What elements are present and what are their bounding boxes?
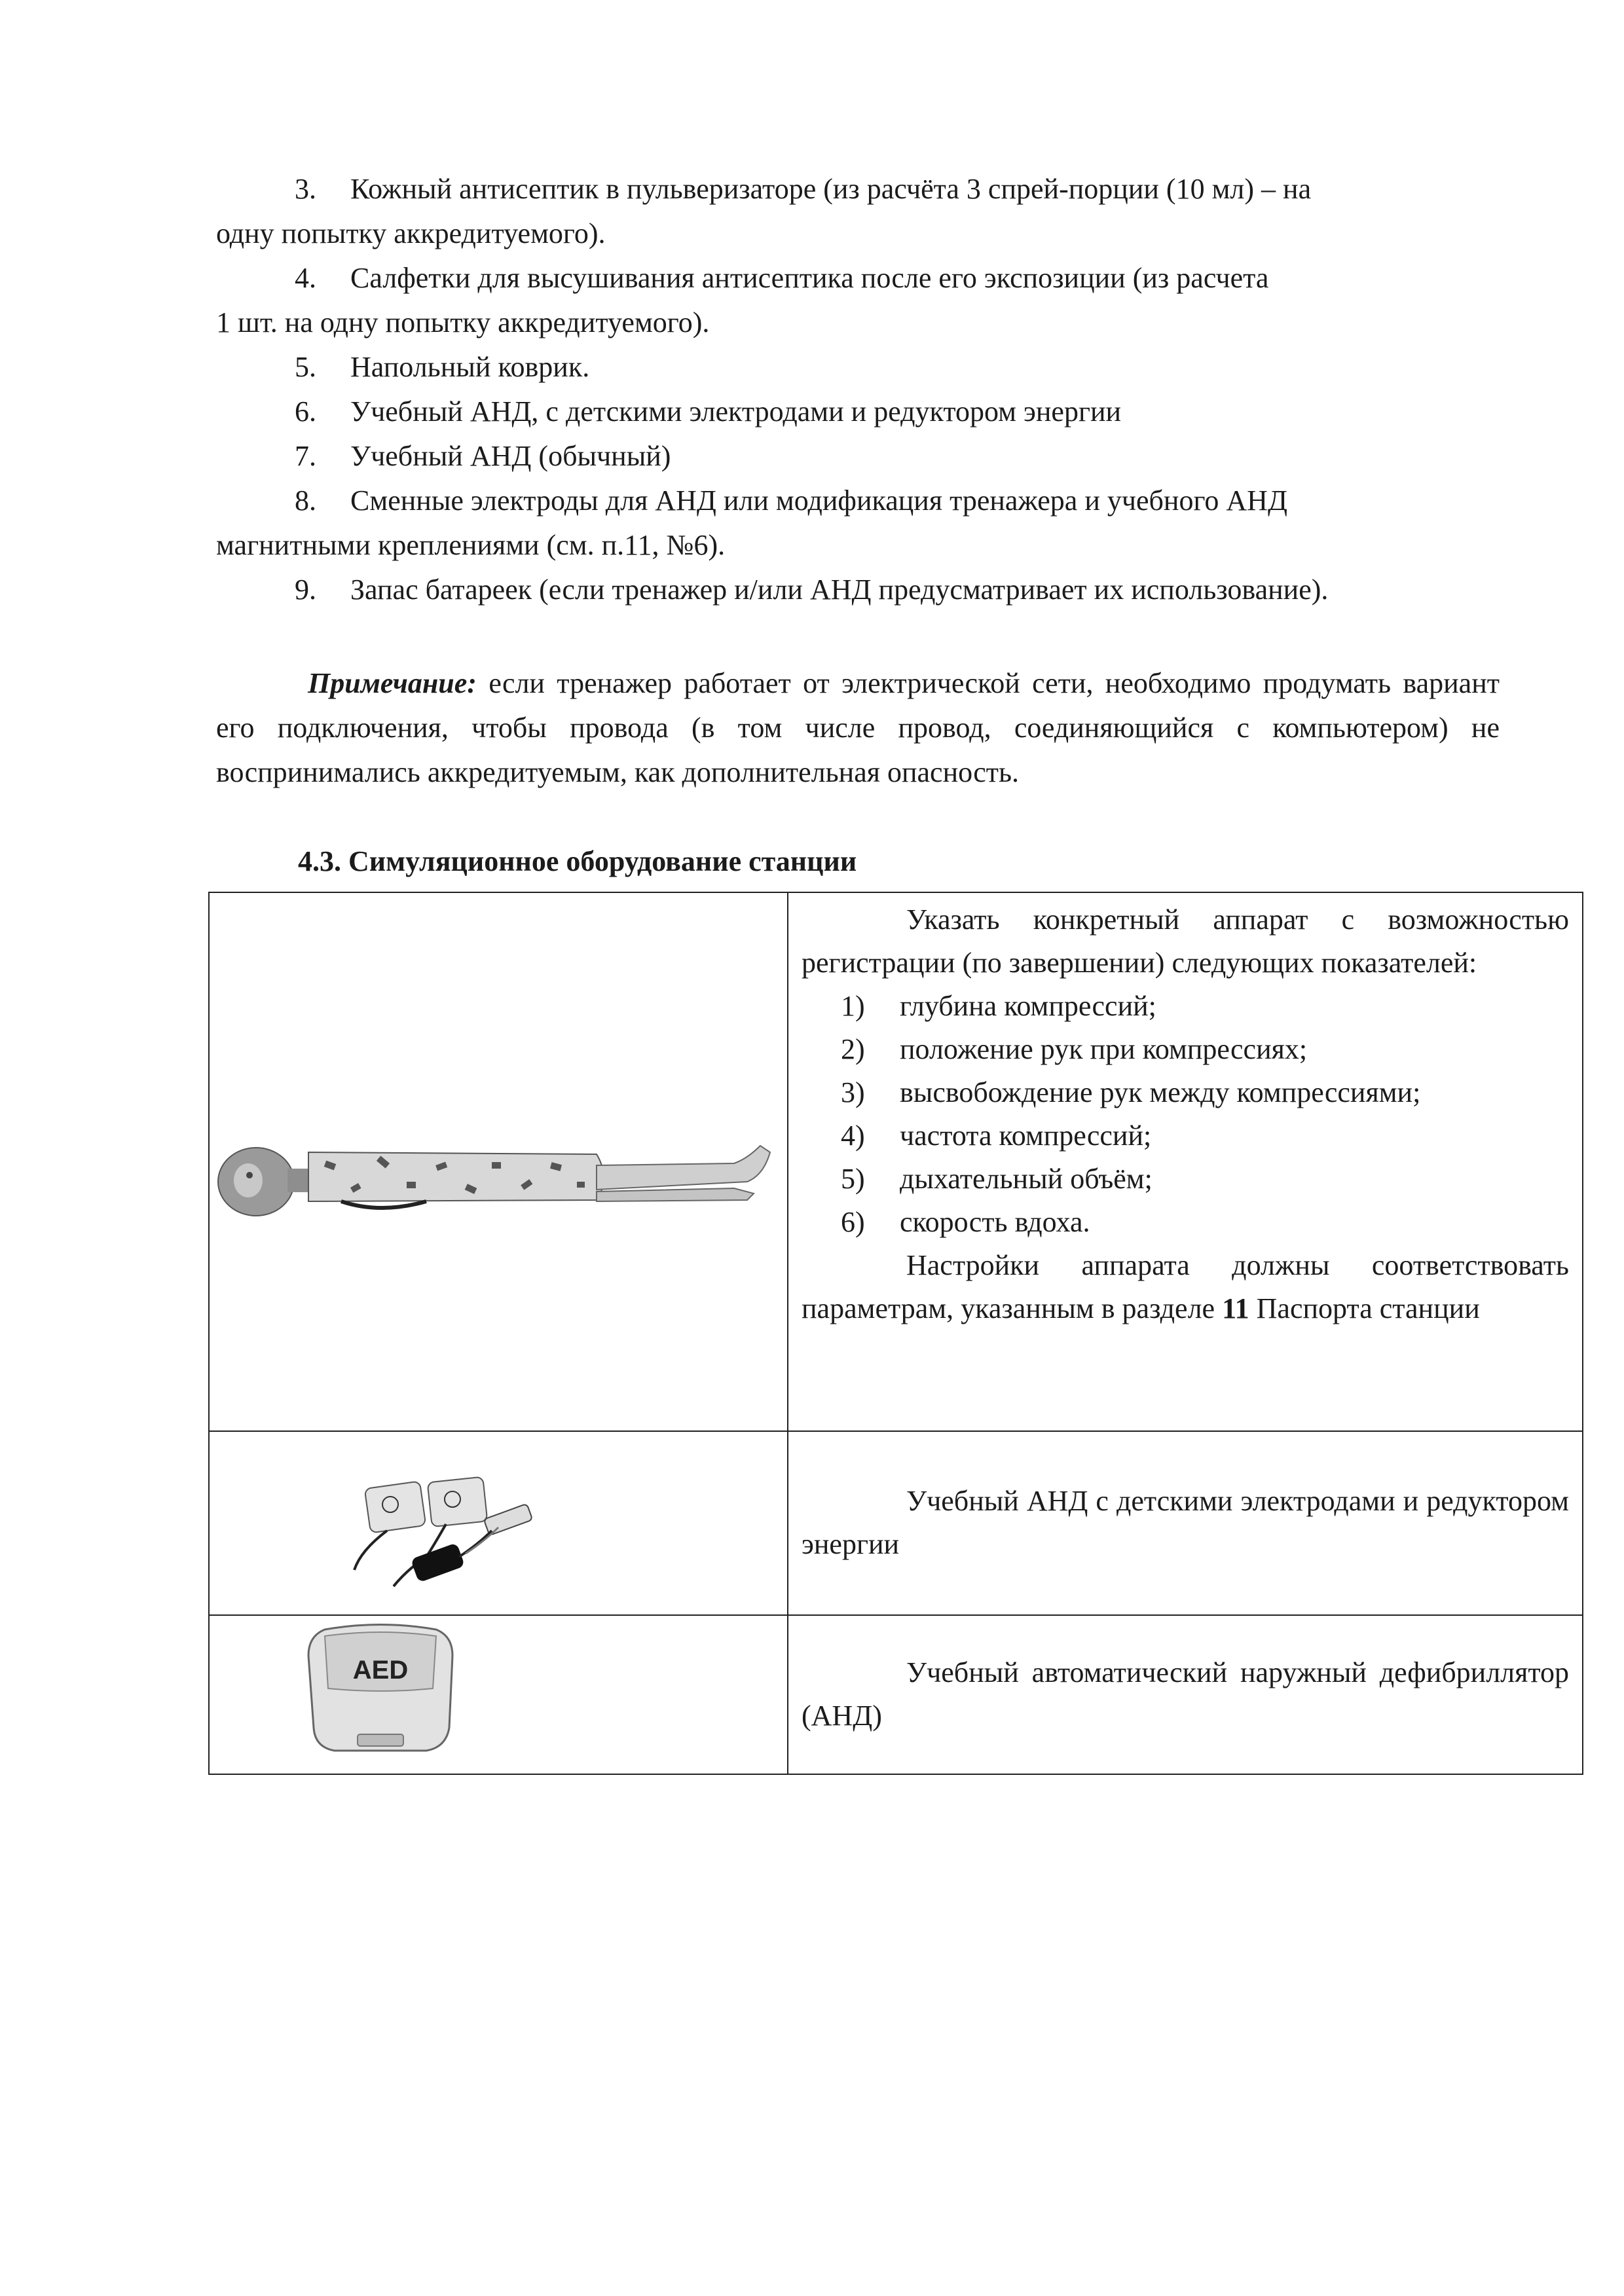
table-row xyxy=(209,892,1583,1431)
indicator-item xyxy=(802,1028,1569,1071)
list-item-4 xyxy=(216,256,1480,345)
indicator-text: положение рук при компрессиях; xyxy=(900,1033,1308,1065)
list-text: Кожный антисептик в пульверизаторе (из расчёта 3 спрей-порции (10 мл) – на xyxy=(350,173,1312,205)
aed-description: Учебный автоматический наружный дефибриллятор (АНД) xyxy=(802,1656,1569,1732)
list-item-6 xyxy=(216,390,1480,434)
settings-section-number: 11 xyxy=(1222,1292,1249,1324)
note-paragraph xyxy=(216,661,1500,795)
aed-label: AED xyxy=(352,1656,409,1685)
indicator-text: скорость вдоха. xyxy=(900,1206,1090,1238)
list-number: 9. xyxy=(295,574,316,606)
aed-device-image xyxy=(210,1616,786,1760)
settings-text-after: Паспорта станции xyxy=(1256,1292,1480,1324)
indicator-item xyxy=(802,985,1569,1028)
list-number: 5. xyxy=(295,351,316,383)
manikin-description-cell xyxy=(788,892,1583,1431)
indicator-text: высвобождение рук между компрессиями; xyxy=(900,1076,1421,1108)
list-text: Учебный АНД (обычный) xyxy=(350,440,671,472)
indicator-text: дыхательный объём; xyxy=(900,1163,1153,1195)
electrodes-description-cell xyxy=(788,1431,1583,1615)
list-text: Сменные электроды для АНД или модификация тренажера и учебного АНД xyxy=(350,484,1287,517)
list-item-7 xyxy=(216,434,1480,479)
table-row xyxy=(209,1431,1583,1615)
requirement-intro: Указать конкретный аппарат с возможностью регистрации (по завершении) следующих показателей: xyxy=(802,903,1569,979)
indicator-number: 3) xyxy=(841,1076,865,1108)
indicator-number: 5) xyxy=(841,1163,865,1195)
list-number: 4. xyxy=(295,262,316,294)
indicator-item xyxy=(802,1201,1569,1244)
list-text: Салфетки для высушивания антисептика после его экспозиции (из расчета xyxy=(350,262,1269,294)
list-number: 3. xyxy=(295,173,316,205)
list-item-5 xyxy=(216,345,1480,390)
list-text-continuation: одну попытку аккредитуемого). xyxy=(216,217,606,249)
list-number: 8. xyxy=(295,484,316,517)
list-number: 7. xyxy=(295,440,316,472)
list-item-8 xyxy=(216,479,1480,568)
indicator-number: 1) xyxy=(841,990,865,1022)
table-row xyxy=(209,1615,1583,1774)
manikin-image-cell xyxy=(209,892,788,1431)
note-label: Примечание: xyxy=(308,667,477,699)
note-text: если тренажер работает от электрической сети, необходимо продумать вариант его подключения, чтобы провода (в том числе провод, соединяющийся с компьютером) не воспринимались аккредитуемым, как дополнительная опасность. xyxy=(216,667,1500,788)
settings-text-before: Настройки аппарата должны соответствовать параметрам, указанным в разделе xyxy=(802,1249,1569,1324)
indicator-number: 4) xyxy=(841,1120,865,1152)
list-item-3 xyxy=(216,167,1480,256)
indicator-text: частота компрессий; xyxy=(900,1120,1152,1152)
list-text-continuation: магнитными креплениями (см. п.11, №6). xyxy=(216,529,726,561)
indicator-text: глубина компрессий; xyxy=(900,990,1156,1022)
list-item-9 xyxy=(216,568,1480,612)
indicator-number: 6) xyxy=(841,1206,865,1238)
list-number: 6. xyxy=(295,395,316,428)
child-manikin-image xyxy=(210,894,786,1417)
indicator-number: 2) xyxy=(841,1033,865,1065)
child-electrodes-image xyxy=(210,1432,786,1601)
aed-description-cell xyxy=(788,1615,1583,1774)
equipment-table xyxy=(208,892,1583,1775)
list-text: Запас батареек (если тренажер и/или АНД предусматривает их использование). xyxy=(350,574,1329,606)
indicator-item xyxy=(802,1071,1569,1114)
indicator-item xyxy=(802,1114,1569,1157)
settings-note xyxy=(802,1244,1569,1330)
electrodes-image-cell xyxy=(209,1431,788,1615)
list-text: Напольный коврик. xyxy=(350,351,590,383)
equipment-list xyxy=(216,167,1480,612)
section-title: 4.3. Симуляционное оборудование станции xyxy=(298,845,857,877)
aed-image-cell xyxy=(209,1615,788,1774)
electrodes-description: Учебный АНД с детскими электродами и редуктором энергии xyxy=(802,1484,1569,1560)
indicator-item xyxy=(802,1157,1569,1201)
list-text-continuation: 1 шт. на одну попытку аккредитуемого). xyxy=(216,306,710,338)
list-text: Учебный АНД, с детскими электродами и редуктором энергии xyxy=(350,395,1122,428)
